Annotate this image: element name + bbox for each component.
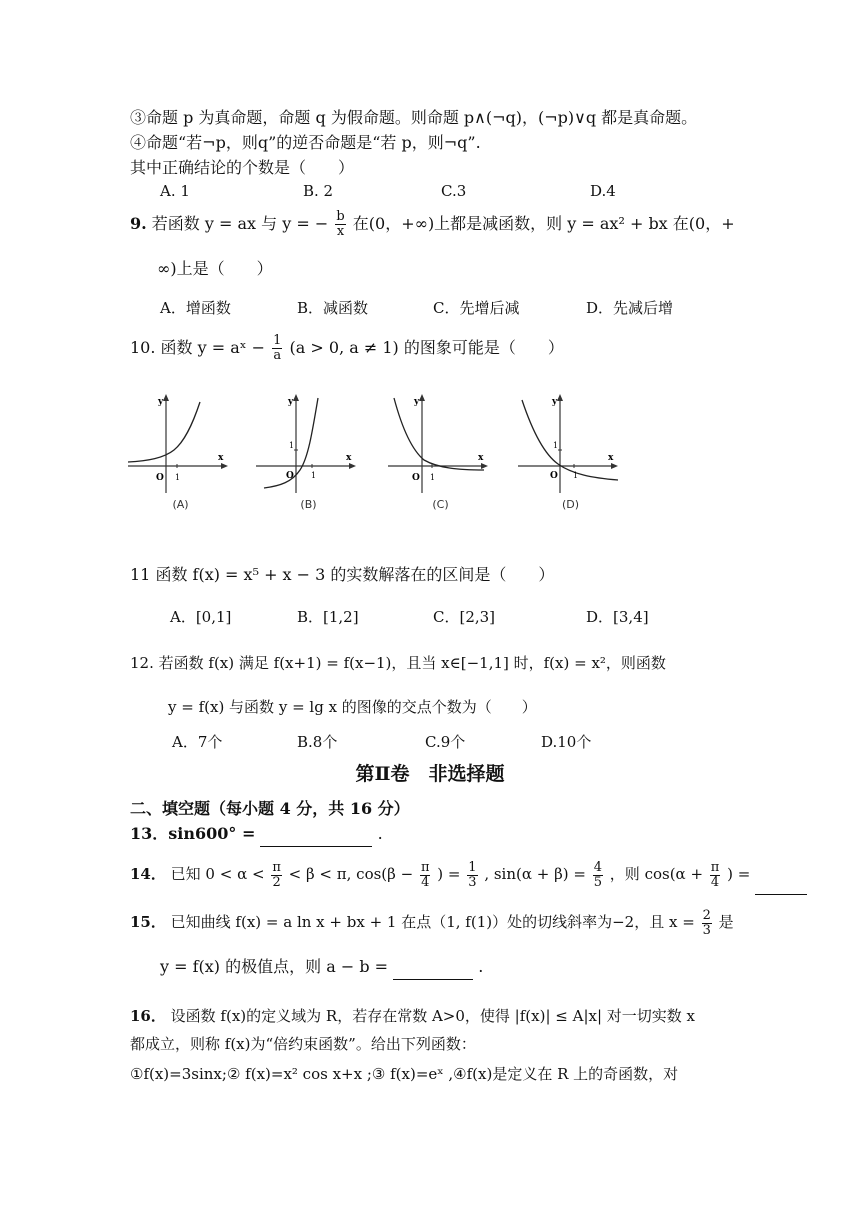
q13: 13．sin600° = . (130, 822, 383, 847)
q10-graph-c-label: (C) (432, 498, 449, 511)
q9-option-a: A．增函数 (160, 299, 231, 317)
q10-graph-a-origin: O (156, 473, 164, 483)
q9-option-b: B．减函数 (297, 299, 369, 317)
q10-graph-d-axis-y: y (552, 397, 558, 407)
q10-graph-a (128, 388, 233, 528)
q10-graph-a-tick: 1 (175, 473, 181, 482)
q10-graph-b-axis-y: y (288, 397, 294, 407)
q9-option-c: C．先增后减 (433, 299, 520, 317)
q14-answer-blank (755, 854, 807, 895)
q10-graph-d (518, 388, 623, 528)
q10-graph-c-origin: O (412, 473, 420, 483)
q8-option-c: C.3 (441, 182, 467, 200)
q11-option-c: C．[2,3] (433, 608, 496, 626)
q10-graph-b-tick: 1 (311, 471, 317, 480)
q10-graph-c-tick: 1 (430, 473, 436, 482)
q15-line-2: y = f(x) 的极值点，则 a − b = . (160, 955, 483, 980)
q12-option-c: C.9个 (425, 733, 466, 751)
q8-option-a: A. 1 (160, 182, 190, 200)
q10-graph-a-label: (A) (172, 498, 189, 511)
q9-text-a: 若函数 y = ax 与 y = − (151, 214, 329, 233)
q11-option-b: B．[1,2] (297, 608, 359, 626)
q15-line-1: 15． 已知曲线 f(x) = a ln x + bx + 1 在点（1, f(1)）处的切线斜率为−2，且 x = $\frac{2}{3}$ 是 (130, 907, 734, 938)
q10-graph-c-plot (388, 388, 493, 498)
q16-line-1: 16． 设函数 f(x)的定义域为 R，若存在常数 A>0，使得 |f(x)| ≤ A|x| 对一切实数 x (130, 1007, 696, 1025)
q10-graph-a-plot (128, 388, 233, 498)
q9-line-2: ∞)上是（ ） (157, 259, 273, 278)
q10-graph-b-axis-x: x (346, 453, 352, 463)
q16-line-2: 都成立，则称 f(x)为“倍约束函数”。给出下列函数： (130, 1035, 476, 1053)
q10-stem: 10. 函数 y = aˣ − $\frac{1}{a}$ (a > 0, a ≠ 1) 的图象可能是（ ） (130, 333, 564, 363)
q10-graph-a-axis-y: y (158, 397, 164, 407)
q10-graph-b (256, 388, 361, 528)
q10-graph-c (388, 388, 493, 528)
q14: 14． 已知 0 < α < $\frac{\pi}{2}$ < β < π, cos(β − $\frac{\pi}{4}$ ) = $\frac{1}{3}$ , sin(α + β) = $\frac{4}{5}$ ，则 cos(α + $\frac{\pi}{4}$ ) = (130, 854, 807, 895)
q9-option-d: D．先减后增 (586, 299, 674, 317)
q9-fraction: $\frac{b}{x}$ (336, 209, 345, 239)
q10-graph-c-axis-x: x (478, 453, 484, 463)
q8-option-d: D.4 (590, 182, 616, 200)
q10-graph-b-tick-y: 1 (289, 441, 295, 450)
q8-stem: 其中正确结论的个数是（ ） (130, 158, 355, 177)
q12-option-b: B.8个 (297, 733, 338, 751)
q10-graph-b-label: (B) (300, 498, 317, 511)
q10-graph-d-label: (D) (561, 498, 580, 511)
q9-number: 9. (130, 214, 147, 233)
q10-fraction: $\frac{1}{a}$ (273, 333, 282, 363)
q12-option-a: A．7个 (172, 733, 223, 751)
q10-graph-d-tick: 1 (573, 471, 579, 480)
q11-stem: 11 函数 f(x) = x⁵ + x − 3 的实数解落在的区间是（ ） (130, 565, 555, 584)
q12-option-d: D.10个 (541, 733, 592, 751)
q11-option-d: D．[3,4] (586, 608, 649, 626)
q10-graph-d-origin: O (550, 471, 558, 481)
section-part-heading: 二、填空题（每小题 4 分，共 16 分） (130, 799, 410, 818)
q10-graph-a-axis-x: x (218, 453, 224, 463)
q15-answer-blank (393, 955, 473, 980)
q9-text-b: 在(0，+∞)上都是减函数，则 y = ax² + bx 在(0，+ (352, 214, 735, 233)
q10-graph-b-origin: O (286, 471, 294, 481)
q16-line-3: ①f(x)=3sinx;② f(x)=x² cos x+x ;③ f(x)=eˣ ,④f(x)是定义在 R 上的奇函数，对 (130, 1065, 679, 1083)
q12-line-1: 12. 若函数 f(x) 满足 f(x+1) = f(x−1)，且当 x∈[−1,1] 时，f(x) = x²，则函数 (130, 654, 666, 672)
q11-option-a: A．[0,1] (170, 608, 232, 626)
q10-graph-b-plot (256, 388, 361, 498)
q8-item4: ④命题“若¬p，则q”的逆否命题是“若 p，则¬q”. (130, 133, 481, 152)
q13-answer-blank (260, 822, 372, 847)
q10-graph-d-plot (518, 388, 623, 498)
section-title: 第Ⅱ卷 非选择题 (355, 763, 505, 785)
q8-option-b: B. 2 (303, 182, 334, 200)
q8-item3: ③命题 p 为真命题，命题 q 为假命题。则命题 p∧(¬q)，(¬p)∨q 都是真命题。 (130, 108, 698, 127)
q10-graph-d-tick-y: 1 (553, 441, 559, 450)
q10-graph-d-axis-x: x (608, 453, 614, 463)
q9-line-1 (130, 206, 735, 242)
q10-graph-c-axis-y: y (414, 397, 420, 407)
q12-line-2: y = f(x) 与函数 y = lg x 的图像的交点个数为（ ） (168, 698, 537, 716)
